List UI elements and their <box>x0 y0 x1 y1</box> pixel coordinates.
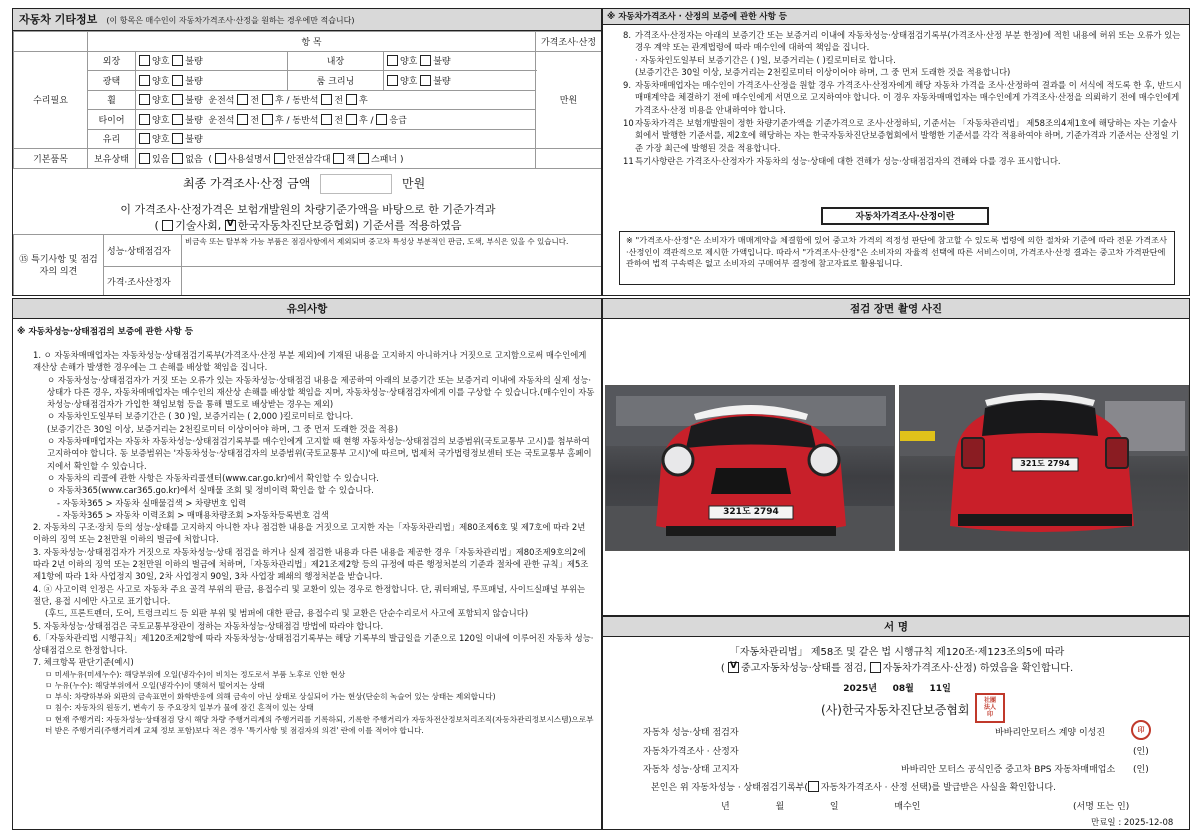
year-unit: 년 <box>868 684 877 694</box>
note-3: 3. 자동차성능·상태점검자가 거짓으로 자동차성능·상태 점검을 하거나 실제 점검한 내용과 다른 내용을 제공한 경우「자동차관리법」제80조제9호의2에 따라 2년 이하의 징역 또는 2천만원 이하의 벌금에 처하며,「자동차관리법」제21조제2항 등의 규정에 따른 행정처분의 기준과 절차에 관한 규칙」제5조제1항에 따라 1차 사업정지 30일, 2차 사업정지 90일, 3차 사업장 폐쇄의 행정처분을 받습니다. <box>33 546 589 582</box>
front-car-photo <box>605 385 895 551</box>
emergency-text: 응급 <box>389 115 407 126</box>
note-8c: (보증기간은 30일 이상, 보증거리는 2천킬로미터 이상이어야 하며, 그 중 먼저 도래한 것을 적용합니다) <box>635 66 1011 77</box>
performance-check-label: 중고자동차성능·상태를 점검, <box>740 663 867 674</box>
tire-pass-rear-checkbox[interactable] <box>346 114 357 125</box>
gloss-good-checkbox[interactable] <box>139 75 150 86</box>
notifier-name: 바바리안 모터스 공식인증 중고차 BPS 자동차매매업소 <box>901 765 1116 775</box>
buyer-year-unit: 년 <box>721 802 730 812</box>
precautions-body <box>33 349 595 736</box>
front-text: 전 <box>334 115 344 126</box>
triangle-checkbox[interactable] <box>274 153 285 164</box>
note-7: 7. 체크항목 판단기준(예시) <box>33 657 134 668</box>
good-text: 양호 <box>399 57 418 68</box>
manual-text: 사용설명서 <box>227 154 272 165</box>
day-unit: 일 <box>942 684 951 694</box>
performance-inspector-note: 비금속 또는 탈부착 가능 부품은 점검사항에서 제외되며 중고차 특성상 부분적인 판금, 도색, 부식은 있을 수 있습니다. <box>182 235 602 267</box>
note-1b: ㅇ 자동차성능·상태점검자가 거짓 또는 오류가 있는 자동차성능·상태점검 내용을 제공하여 아래의 보증기간 또는 보증거리 이내에 자동차의 실제 성능·상태가 다른 경우, 자동차매매업자는 매수인의 재산상 손해를 배상할 책임을 지며, 자동차성능·상태점검자에게 이를 구상할 수 있습니다.(매수인이 자동차성능·상태점검자가 가입한 책임보험 등을 통해 별도로 배상받는 경우는 제외) <box>47 374 595 410</box>
front-plate: 321도 2794 <box>723 507 779 517</box>
price-value: 만원 <box>536 51 602 149</box>
note-1i: - 자동차365 > 자동차 이력조회 > 매매용차량조회 >자동차등록번호 검색 <box>57 509 329 520</box>
note-1e: ㅇ 자동차매매업자는 자동차 자동차성능·상태점검기록부를 매수인에게 고지할 때 현행 자동차성능·상태점검의 보증범위(국토교통부 고시)를 첨부하여 고지하여야 합니다. 동 보증범위는 '자동차성능·상태점검자의 보증범위(국토교통부 고시)'에 따르며, 법제처 국가법령정보센터 또는 국토교통부 홈페이지에서 확인할 수 있습니다. <box>47 436 592 471</box>
have-text: 있음 <box>152 154 170 165</box>
gloss-bad-checkbox[interactable] <box>172 75 183 86</box>
signature-panel <box>602 616 1190 830</box>
issue-month: 08 <box>892 684 906 694</box>
confirm-line: ( V중고자동차성능·상태를 점검, 자동차가격조사·산정) 하였음을 확인합니다. <box>603 659 1190 674</box>
note-5: 5. 자동차성능·상태점검은 국토교통부장관이 정하는 자동차성능·상태점검 방법에 따라야 합니다. <box>33 620 384 631</box>
buyer-signature[interactable]: (서명 또는 인) <box>1073 802 1130 812</box>
front-text: 전 <box>334 96 344 107</box>
driver-text: 운전석 <box>208 115 235 126</box>
tech-society-label: 기술사회, <box>175 219 222 232</box>
good-text: 양호 <box>399 76 418 87</box>
price-inspector-sig-label: 자동차가격조사 · 산정자 <box>643 747 739 757</box>
driver-text: 운전석 <box>208 96 235 107</box>
bad-text: 불량 <box>185 135 203 146</box>
wheel-good-checkbox[interactable] <box>139 94 150 105</box>
spanner-text: 스패너 <box>371 154 398 165</box>
rear-plate: 321도 2794 <box>1020 459 1070 468</box>
buyer-label: 매수인 <box>894 802 921 812</box>
standard-tail: ) 기준서를 적용하였음 <box>354 219 462 232</box>
bad-text: 불량 <box>185 76 203 87</box>
price-check-checkbox[interactable] <box>870 662 881 673</box>
good-text: 양호 <box>152 115 170 126</box>
good-text: 양호 <box>152 96 170 107</box>
final-price-input[interactable] <box>320 174 392 194</box>
good-text: 양호 <box>152 57 170 68</box>
num-9: 9. <box>623 80 631 91</box>
final-price-unit: 만원 <box>402 176 426 191</box>
room-cleaning-label: 룸 크리닝 <box>287 71 383 91</box>
receipt-line <box>651 780 1056 793</box>
note-8b: · 자동차인도일부터 보증기간은 ( )일, 보증거리는 ( )킬로미터로 합니다. <box>635 54 896 65</box>
none-checkbox[interactable] <box>172 153 183 164</box>
tire-driver-front-checkbox[interactable] <box>237 114 248 125</box>
expire-date: 만료일 : 2025-12-08 <box>1091 818 1174 828</box>
organization-name: (사)한국자동차진단보증협회 <box>821 703 970 717</box>
possession-label: 보유상태 <box>88 149 136 169</box>
note-1c: ㅇ 자동차인도일부터 보증기간은 ( 30 )일, 보증거리는 ( 2,000 )킬로미터로 합니다. <box>47 411 354 422</box>
note-4: 4. ⓐ 사고이력 인정은 사고로 자동차 주요 골격 부위의 판금, 용접수리 및 교환이 있는 경우로 한정합니다. 단, 쿼터패널, 루프패널, 사이드실패널 부위는 절단, 용접 시에만 사고로 표기합니다. <box>33 583 586 606</box>
buyer-day-unit: 일 <box>829 802 839 812</box>
definition-title: 자동차가격조사·산정이란 <box>821 207 989 225</box>
inspector-label: 자동차 성능·상태 점검자 <box>643 728 739 738</box>
precautions-title: 유의사항 <box>13 299 601 319</box>
note-1d: (보증기간은 30일 이상, 보증거리는 2천킬로미터 이상이어야 하며, 그 중 먼저 도래한 것을 적용) <box>47 423 399 434</box>
interior-bad-checkbox[interactable] <box>420 55 431 66</box>
price-inspector-label: 가격·조사산정자 <box>104 267 182 297</box>
interior-label: 내장 <box>287 51 383 71</box>
other-info-header <box>13 9 601 31</box>
repair-needed-label: 수리필요 <box>14 51 88 149</box>
signature-title: 서 명 <box>603 617 1189 637</box>
note-7d: ㅁ 침수: 자동차의 원동기, 변속기 등 주요장치 일부가 물에 잠긴 흔적이 있는 상태 <box>45 703 314 713</box>
wheel-driver-front-checkbox[interactable] <box>237 94 248 105</box>
interior-good-checkbox[interactable] <box>387 55 398 66</box>
room-bad-checkbox[interactable] <box>420 75 431 86</box>
bad-text: 불량 <box>433 57 451 68</box>
notifier-sig[interactable]: (인) <box>1133 765 1149 775</box>
note-1f: ㅇ 자동차의 리콜에 관한 사항은 자동차리콜센터(www.car.go.kr)에서 확인할 수 있습니다. <box>47 472 379 483</box>
room-good-checkbox[interactable] <box>387 75 398 86</box>
note-6: 6.「자동차관리법 시행규칙」제120조제2항에 따라 자동차성능·상태점검기록부는 해당 기록부의 발급일을 기준으로 120일 이내에 이루어진 자동차 성능·상태점검으로 한정합니다. <box>33 632 594 656</box>
num-11: 11 <box>623 155 634 166</box>
none-text: 없음 <box>185 154 203 165</box>
standard-line-1: 이 가격조사·산정가격은 보험개발원의 차량기준가액을 바탕으로 한 기준가격과 <box>120 203 496 216</box>
special-table <box>13 234 602 296</box>
buyer-month-unit: 월 <box>775 802 785 812</box>
basic-items-label: 기본품목 <box>14 149 88 169</box>
note-7b: ㅁ 누유(누수): 해당부위에서 오일(냉각수)이 맺혀서 떨어지는 상태 <box>45 680 265 690</box>
have-checkbox[interactable] <box>139 153 150 164</box>
precautions-subtitle: ※ 자동차성능·상태점검의 보증에 관한 사항 등 <box>17 327 194 337</box>
issue-year: 2025 <box>843 684 869 694</box>
kada-label: 한국자동차진단보증협회 <box>237 219 355 232</box>
photo-panel <box>602 298 1190 616</box>
rear-text: 후 <box>274 115 284 126</box>
inspector-seal: 印 <box>1131 720 1151 740</box>
exterior-good-checkbox[interactable] <box>139 55 150 66</box>
photo-title: 점검 장면 촬영 사진 <box>603 299 1189 319</box>
other-info-panel <box>12 8 602 296</box>
bad-text: 불량 <box>433 76 451 87</box>
tire-emergency-checkbox[interactable] <box>376 114 387 125</box>
wheel-bad-checkbox[interactable] <box>172 94 183 105</box>
gloss-label: 광택 <box>88 71 136 91</box>
notifier-label: 자동차 성능·상태 고지자 <box>643 765 739 775</box>
standard-line-2: ( 기술사회, V 한국자동차진단보증협회) 기준서를 적용하였음 <box>13 217 602 233</box>
col-price-header: 가격조사·산정 <box>536 32 602 52</box>
wheel-pass-rear-checkbox[interactable] <box>346 94 357 105</box>
front-text: 전 <box>250 96 260 107</box>
inspector-name: 바바리안모터스 계양 이성진 <box>995 728 1106 738</box>
price-guarantee-title: ※ 자동차가격조사 · 산정의 보증에 관한 사항 등 <box>603 9 1189 25</box>
price-receipt-checkbox[interactable] <box>808 781 819 792</box>
price-guarantee-panel <box>602 8 1190 296</box>
other-info-subtitle: (이 항목은 매수인이 자동차가격조사·산정을 원하는 경우에만 적습니다) <box>106 16 355 25</box>
note-9: 자동차매매업자는 매수인이 가격조사·산정을 원할 경우 가격조사·산정자에게 해당 자동차 가격을 조사·산정하여 결과를 이 서식에 적도록 한 후, 반드시 매매계약을 체결하기 전에 매수인에게 서면으로 고지하여야 합니다. 이 경우 자동차매매업자는 매수인에게 가격조사·산정을 의뢰하기 전에 매수인에게 가격조사·산정 비용을 안내하여야 합니다. <box>635 80 1182 115</box>
tech-society-checkbox[interactable] <box>162 220 173 231</box>
front-car-image <box>606 386 895 551</box>
good-text: 양호 <box>152 76 170 87</box>
note-4b: (후드, 프론트펜더, 도어, 트렁크리드 등 외판 부위 및 범퍼에 대한 판금, 용접수리 및 교환은 단순수리로서 사고에 포함되지 않습니다) <box>45 608 529 619</box>
jack-checkbox[interactable] <box>333 153 344 164</box>
special-notes-label: ⑮ 특기사항 및 점검자의 의견 <box>14 235 104 297</box>
bad-text: 불량 <box>185 96 203 107</box>
glass-bad-checkbox[interactable] <box>172 133 183 144</box>
wheel-label: 휠 <box>88 90 136 110</box>
performance-check-checkbox[interactable] <box>728 662 739 673</box>
note-1h: - 자동차365 > 자동차 실매물검색 > 차량번호 입력 <box>57 497 247 508</box>
final-price-row <box>183 174 425 194</box>
note-2: 2. 자동차의 구조·장치 등의 성능·상태를 고지하지 아니한 자나 점검한 내용을 거짓으로 고지한 자는「자동차관리법」제80조제6호 및 제7호에 따라 2년 이하의 징역 또는 2천만원 이하의 벌금에 처합니다. <box>33 522 586 545</box>
wheel-pass-front-checkbox[interactable] <box>321 94 332 105</box>
glass-label: 유리 <box>88 129 136 149</box>
jack-text: 잭 <box>346 154 356 165</box>
note-1a: 1. ㅇ 자동차매매업자는 자동차성능·상태점검기록부(가격조사·산정 부분 제외)에 기재된 내용을 고지하지 아니하거나 거짓으로 고지함으로써 매수인에게 재산상 손해가 발생한 경우에는 그 손해를 배상할 책임을 집니다. <box>33 350 587 373</box>
receipt-text-b: 자동차가격조사 · 산정 선택)를 발급받은 사실을 확인합니다. <box>820 783 1056 793</box>
note-11: 특기사항란은 가격조사·산정자가 자동차의 성능·상태에 대한 견해가 성능·상태점검자의 견해와 다를 경우 표시합니다. <box>635 155 1061 166</box>
col-item-header: 항 목 <box>88 32 536 52</box>
law-line: 「자동차관리법」 제58조 및 같은 법 시행규칙 제120조·제123조의5에 따라 <box>729 647 1065 658</box>
bad-text: 불량 <box>185 115 203 126</box>
kada-checkbox[interactable] <box>225 220 236 231</box>
note-7a: ㅁ 미세누유(미세누수): 해당부위에 오일(냉각수)이 비치는 정도로서 부품 노후로 인한 현상 <box>45 669 346 679</box>
price-guarantee-body <box>623 29 1183 167</box>
front-text: 전 <box>250 115 260 126</box>
good-text: 양호 <box>152 135 170 146</box>
triangle-text: 안전삼각대 <box>287 154 331 165</box>
note-1g: ㅇ 자동차365(www.car365.go.kr)에서 실매물 조회 및 정비이력 확인을 할 수 있습니다. <box>47 485 374 496</box>
passenger-text: / 동반석 <box>286 115 319 126</box>
definition-box: ※ "가격조사·산정"은 소비자가 매매계약을 체결함에 있어 중고차 가격의 적정성 판단에 참고할 수 있도록 법령에 의한 절차와 기준에 따라 전문 가격조사·산정인이 객관적으로 제시한 가액입니다. 따라서 "가격조사·산정"은 소비자의 자율적 선택에 따른 서비스이며, 가격조사·산정 결과는 중고차 가격판단에 관하여 법적 구속력은 없고 소비자의 구매여부 결정에 참고자료로 활용됩니다. <box>619 231 1175 285</box>
month-unit: 월 <box>905 684 914 694</box>
exterior-bad-checkbox[interactable] <box>172 55 183 66</box>
price-inspector-note <box>182 267 602 297</box>
note-7c: ㅁ 부식: 차량하부와 외판의 금속표면이 화학반응에 의해 금속이 아닌 상태로 상실되어 가는 현상(단순히 녹슬어 있는 상태는 제외합니다) <box>45 692 496 702</box>
rear-text: 후 <box>274 96 284 107</box>
tire-bad-checkbox[interactable] <box>172 114 183 125</box>
buyer-row <box>721 799 1131 812</box>
bad-text: 불량 <box>185 57 203 68</box>
wheel-driver-rear-checkbox[interactable] <box>262 94 273 105</box>
glass-good-checkbox[interactable] <box>139 133 150 144</box>
passenger-text: / 동반석 <box>286 96 319 107</box>
tire-pass-front-checkbox[interactable] <box>321 114 332 125</box>
note-10: 자동차가격은 보험개발원이 정한 차량기준가액을 기준가격으로 조사·산정하되, 기준서는 「자동차관리법」 제58조의4제1호에 해당하는 자는 기술사회에서 발행한 기준서를, 제2호에 해당하는 자는 한국자동차진단보증협회에서 발행한 기준서를 각각 적용하여야 하며, 기준가격과 기준서는 산정일 기준 가장 최근에 발행된 것을 적용합니다. <box>635 118 1180 153</box>
rear-text: 후 <box>358 115 368 126</box>
tire-label: 타이어 <box>88 110 136 130</box>
final-price-label: 최종 가격조사·산정 금액 <box>183 176 311 191</box>
num-10: 10 <box>623 118 634 129</box>
tire-driver-rear-checkbox[interactable] <box>262 114 273 125</box>
tire-good-checkbox[interactable] <box>139 114 150 125</box>
performance-inspector-label: 성능·상태점검자 <box>104 235 182 267</box>
association-seal: 社團 法人 印 <box>975 693 1005 723</box>
spanner-checkbox[interactable] <box>358 153 369 164</box>
rear-car-photo <box>899 385 1189 551</box>
num-8: 8. <box>623 30 631 40</box>
receipt-text-a: 본인은 위 자동차성능 · 상태점검기록부( <box>651 783 808 793</box>
exterior-label: 외장 <box>88 51 136 71</box>
issue-date <box>603 681 1190 694</box>
note-7e: ㅁ 현재 주행거리: 자동차성능·상태점검 당시 해당 차량 주행거리계의 주행거리를 기록하되, 기록한 주행거리가 자동차전산정보처리조직(자동차관리정보시스템)으로부터 받은 주행거리(주행거리계 교체 정보 포함)보다 적은 경우 '특기사항 및 점검자의 의견' 란에 이를 적어야 합니다. <box>45 714 594 735</box>
other-info-title: 자동차 기타정보 <box>19 13 98 26</box>
price-check-label: 자동차가격조사·산정) 하였음을 확인합니다. <box>882 663 1074 674</box>
note-8a: 가격조사·산정자는 아래의 보증기간 또는 보증거리 이내에 자동차성능·상태점검기록부(가격조사·산정 부분 한정)에 적힌 내용에 허위 또는 오류가 있는 경우 계약 또는 관계법령에 따라 매수인에 대하여 책임을 집니다. <box>635 30 1181 53</box>
precautions-panel <box>12 298 602 830</box>
rear-text: 후 <box>358 96 368 107</box>
price-inspector-sig[interactable]: (인) <box>1133 747 1149 757</box>
manual-checkbox[interactable] <box>215 153 226 164</box>
other-info-table: 항 목 가격조사·산정 수리필요 외장 양호 불량 내장 양호 불량 만원 광택 양호 불량 룸 크리닝 양호 불량 휠 양호 불량 운전석 전 후 / 동반석 전 후 타이어 양호 불량 운전석 전 후 / 동반석 전 후 / 응급 유리 양호 불량 기본품목 보유상태 있음 없음 ( 사용설명서 안전삼각대 잭 스패너 ) <box>13 31 602 169</box>
issue-day: 11 <box>929 684 943 694</box>
